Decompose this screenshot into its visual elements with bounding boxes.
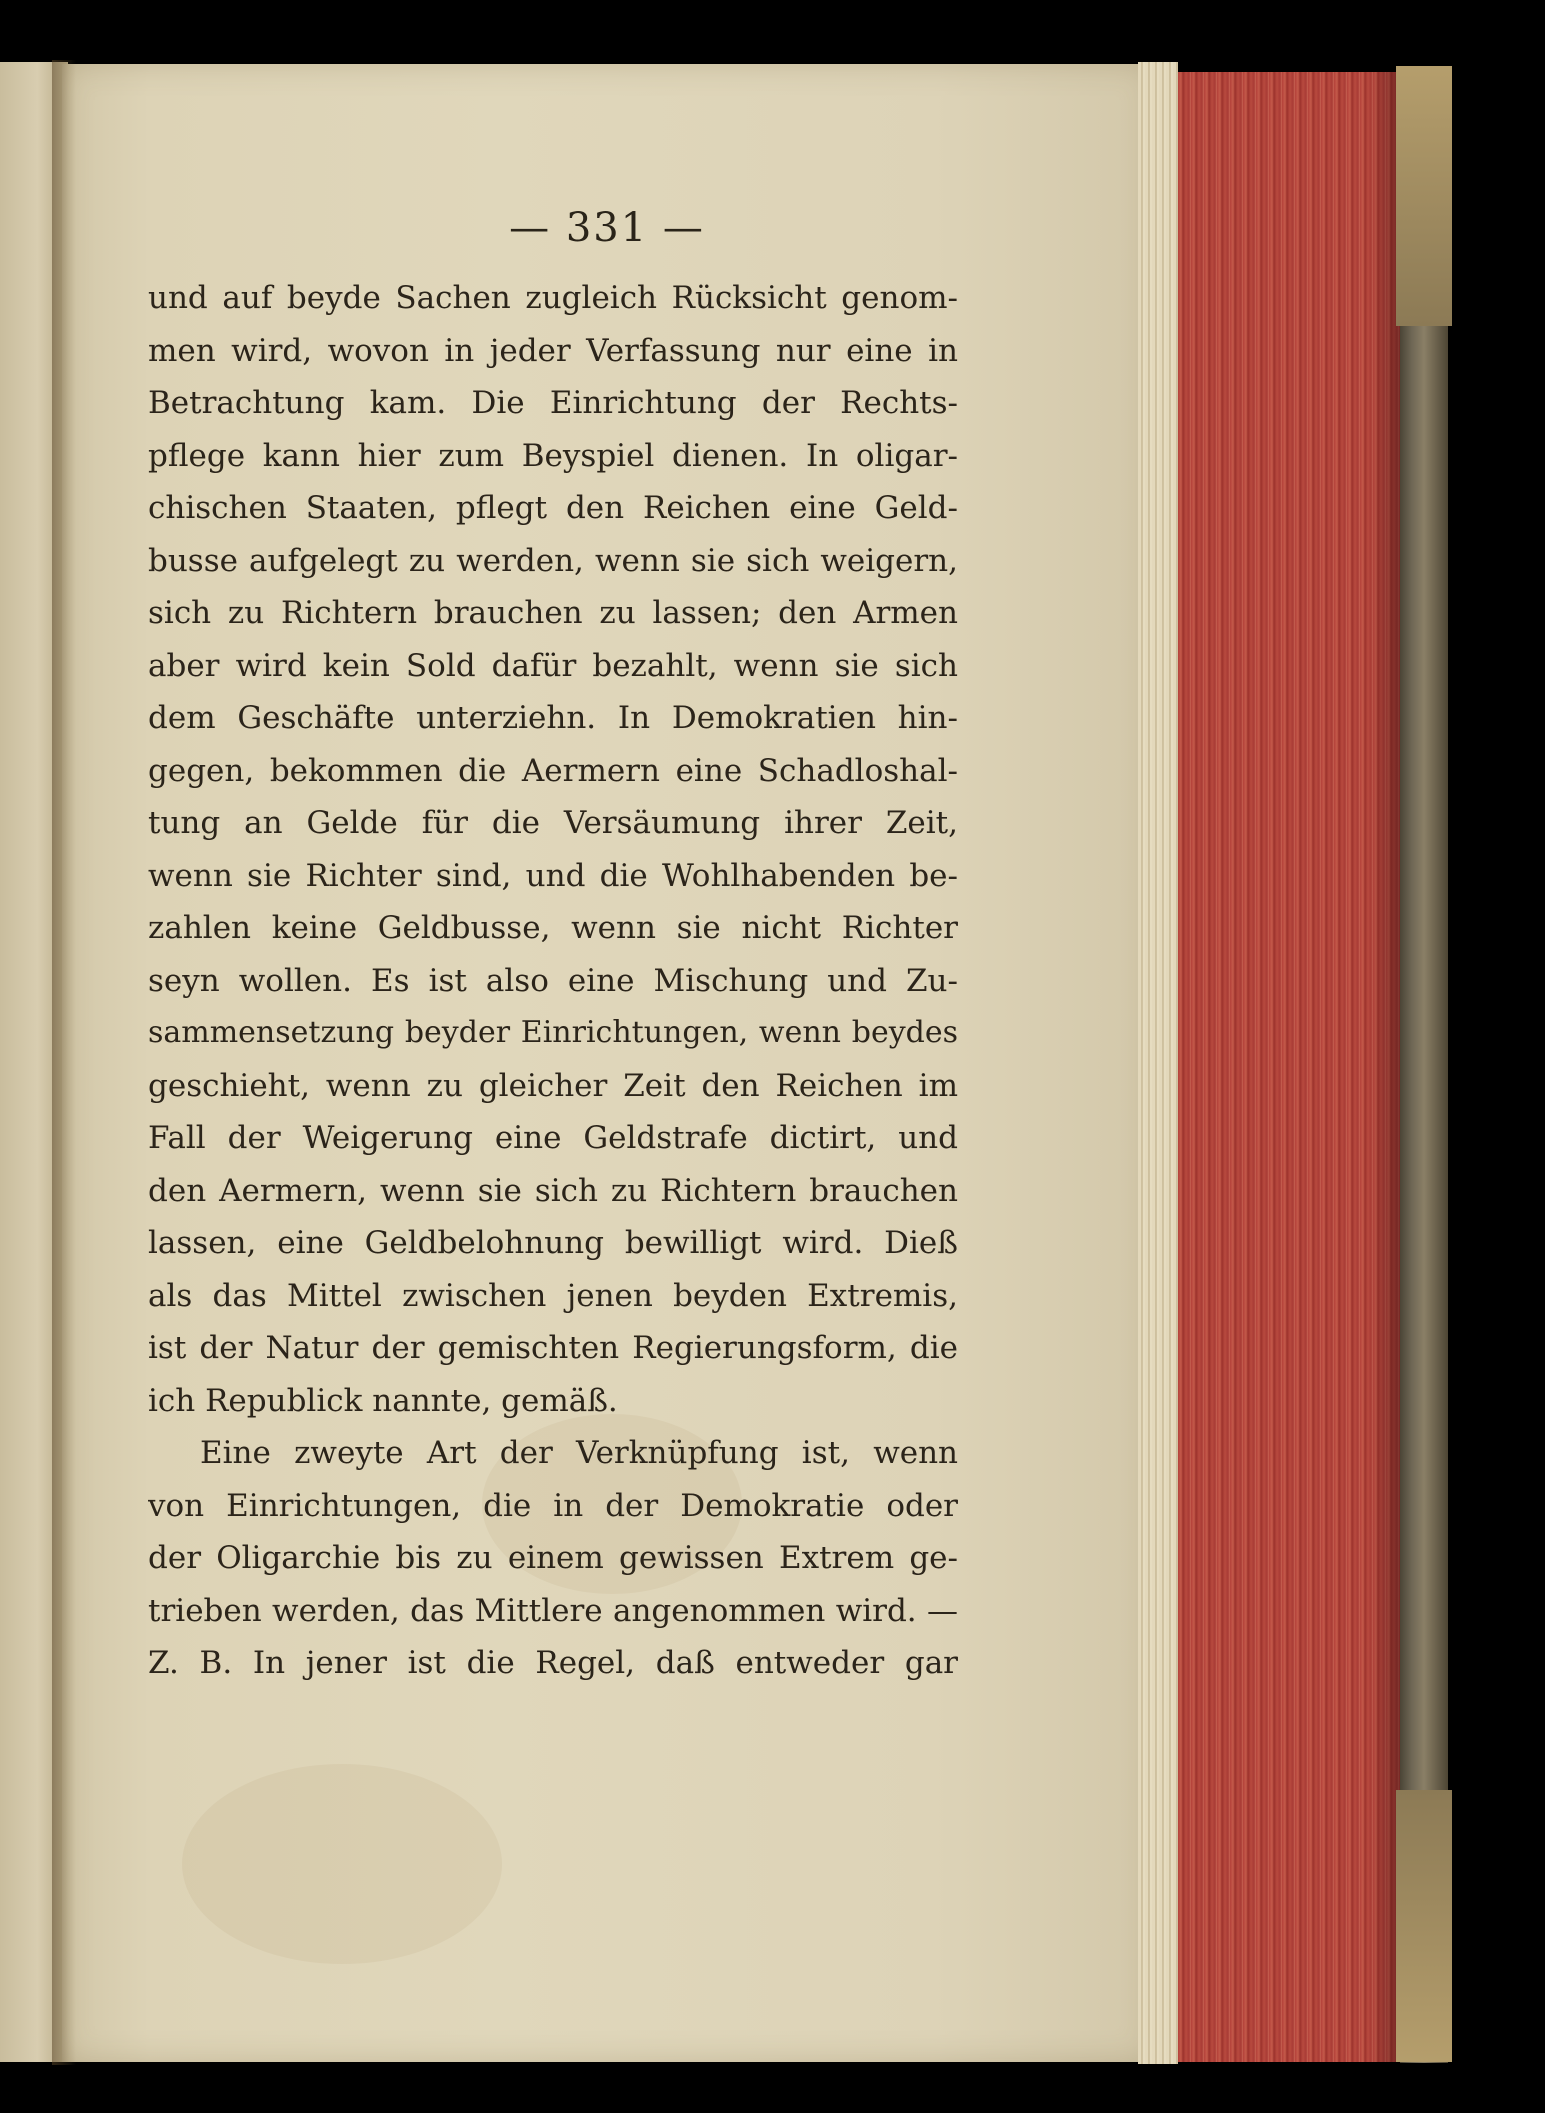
paragraph-2: [148, 1427, 958, 1690]
page-number-header: — 331 —: [509, 205, 705, 251]
text-line: chischen Staaten, pflegt den Reichen eine Geld-: [148, 490, 958, 526]
text-line: wenn sie Richter sind, und die Wohlhabenden be-: [148, 857, 958, 894]
text-line: der Oligarchie bis zu einem gewissen Extrem ge-: [148, 1540, 958, 1576]
text-line: tung an Gelde für die Versäumung ihrer Zeit,: [148, 805, 958, 841]
paper-stain: [182, 1764, 502, 1964]
paragraph-1: [148, 272, 958, 1427]
text-line: sich zu Richtern brauchen zu lassen; den Armen: [148, 595, 958, 631]
text-line: gegen, bekommen die Aermern eine Schadloshal-: [148, 752, 958, 789]
text-line: den Aermern, wenn sie sich zu Richtern brauchen: [148, 1172, 958, 1209]
text-line: Fall der Weigerung eine Geldstrafe dictirt, und: [148, 1120, 958, 1156]
text-line: busse aufgelegt zu werden, wenn sie sich weigern,: [148, 542, 958, 579]
text-line: als das Mittel zwischen jenen beyden Extremis,: [148, 1277, 958, 1314]
text-line: seyn wollen. Es ist also eine Mischung und Zu-: [148, 962, 958, 999]
text-line: zahlen keine Geldbusse, wenn sie nicht Richter: [148, 910, 958, 946]
cover-board-bottom: [1396, 1790, 1452, 2062]
text-line: sammensetzung beyder Einrichtungen, wenn beydes: [148, 1015, 958, 1050]
text-line: lassen, eine Geldbelohnung bewilligt wird. Dieß: [148, 1225, 958, 1261]
text-line: und auf beyde Sachen zugleich Rücksicht genom-: [148, 280, 958, 316]
cover-board-top: [1396, 66, 1452, 326]
text-line: ist der Natur der gemischten Regierungsform, die: [148, 1330, 958, 1366]
text-line: Betrachtung kam. Die Einrichtung der Rechts-: [148, 385, 958, 421]
page-edges: [1138, 62, 1178, 2064]
text-line: Z. B. In jener ist die Regel, daß entweder gar: [148, 1645, 958, 1681]
book-cover-spine: [1400, 68, 1448, 2063]
text-line: dem Geschäfte unterziehn. In Demokratien hin-: [148, 700, 958, 736]
text-line: geschieht, wenn zu gleicher Zeit den Reichen im: [148, 1067, 958, 1104]
body-text: [148, 272, 958, 1690]
text-line: trieben werden, das Mittlere angenommen wird. —: [148, 1592, 958, 1629]
text-line: aber wird kein Sold dafür bezahlt, wenn sie sich: [148, 647, 958, 684]
book-gutter: [52, 60, 76, 2065]
text-line: pflege kann hier zum Beyspiel dienen. In oligar-: [148, 437, 958, 474]
text-line: ich Republick nannte, gemäß.: [148, 1382, 618, 1419]
text-line: von Einrichtungen, die in der Demokratie oder: [148, 1487, 958, 1524]
text-line: Eine zweyte Art der Verknüpfung ist, wenn: [200, 1435, 958, 1471]
text-line: men wird, wovon in jeder Verfassung nur eine in: [148, 332, 958, 369]
